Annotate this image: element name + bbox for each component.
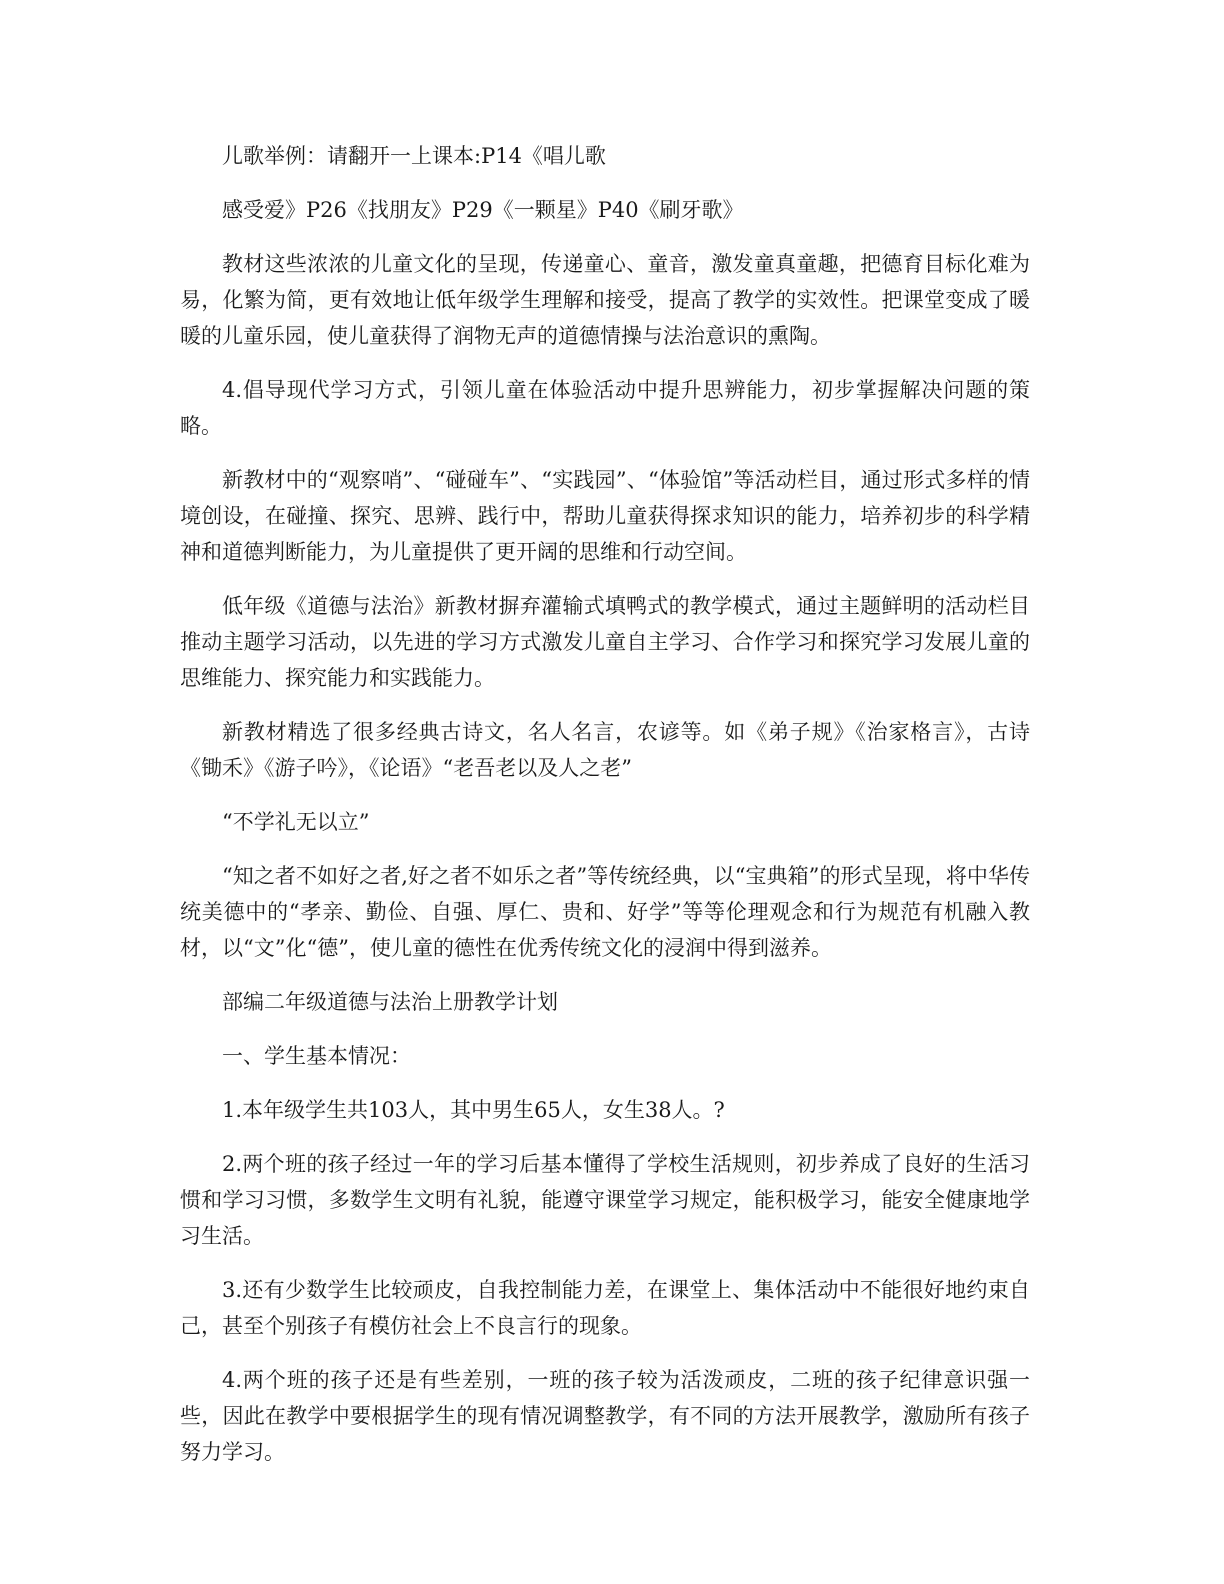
paragraph-student-habits: 2.两个班的孩子经过一年的学习后基本懂得了学校生活规则，初步养成了良好的生活习惯和学习习惯，多数学生文明有礼貌，能遵守课堂学习规定，能积极学习，能安全健康地学习生活。	[180, 1152, 1030, 1248]
paragraph-student-discipline: 3.还有少数学生比较顽皮，自我控制能力差，在课堂上、集体活动中不能很好地约束自己，甚至个别孩子有模仿社会上不良言行的现象。	[180, 1278, 1030, 1338]
paragraph-traditional-virtues: “知之者不如好之者,好之者不如乐之者”等传统经典，以“宝典箱”的形式呈现，将中华传统美德中的“孝亲、勤俭、自强、厚仁、贵和、好学”等等伦理观念和行为规范有机融入教材，以“文”化“德”，使儿童的德性在优秀传统文化的浸润中得到滋养。	[180, 864, 1030, 960]
paragraph-student-count: 1.本年级学生共103人，其中男生65人，女生38人。?	[222, 1098, 725, 1122]
document-page	[180, 138, 1030, 1488]
section-title-teaching-plan: 部编二年级道德与法治上册教学计划	[222, 990, 558, 1014]
paragraph-point-4-learning-method: 4.倡导现代学习方式，引领儿童在体验活动中提升思辨能力，初步掌握解决问题的策略。	[180, 378, 1030, 438]
paragraph-nursery-rhyme-list: 感受爱》P26《找朋友》P29《一颗星》P40《刷牙歌》	[222, 198, 744, 222]
paragraph-classic-poems: 新教材精选了很多经典古诗文，名人名言，农谚等。如《弟子规》《治家格言》，古诗《锄禾》《游子吟》，《论语》“老吾老以及人之老”	[180, 720, 1030, 780]
paragraph-activity-columns: 新教材中的“观察哨”、“碰碰车”、“实践园”、“体验馆”等活动栏目，通过形式多样的情境创设，在碰撞、探究、思辨、践行中，帮助儿童获得探求知识的能力，培养初步的科学精神和道德判断能力，为儿童提供了更开阔的思维和行动空间。	[180, 468, 1030, 564]
paragraph-quote-etiquette: “不学礼无以立”	[222, 810, 370, 834]
paragraph-nursery-rhyme-example: 儿歌举例：请翻开一上课本:P14《唱儿歌	[222, 144, 606, 168]
paragraph-teaching-mode: 低年级《道德与法治》新教材摒弃灌输式填鸭式的教学模式，通过主题鲜明的活动栏目推动主题学习活动，以先进的学习方式激发儿童自主学习、合作学习和探究学习发展儿童的思维能力、探究能力和实践能力。	[180, 594, 1030, 690]
paragraph-children-culture: 教材这些浓浓的儿童文化的呈现，传递童心、童音，激发童真童趣，把德育目标化难为易，化繁为简，更有效地让低年级学生理解和接受，提高了教学的实效性。把课堂变成了暖暖的儿童乐园，使儿童获得了润物无声的道德情操与法治意识的熏陶。	[180, 252, 1030, 348]
paragraph-class-differences: 4.两个班的孩子还是有些差别，一班的孩子较为活泼顽皮，二班的孩子纪律意识强一些，因此在教学中要根据学生的现有情况调整教学，有不同的方法开展教学，激励所有孩子努力学习。	[180, 1368, 1030, 1464]
section-heading-students: 一、学生基本情况：	[222, 1044, 411, 1068]
